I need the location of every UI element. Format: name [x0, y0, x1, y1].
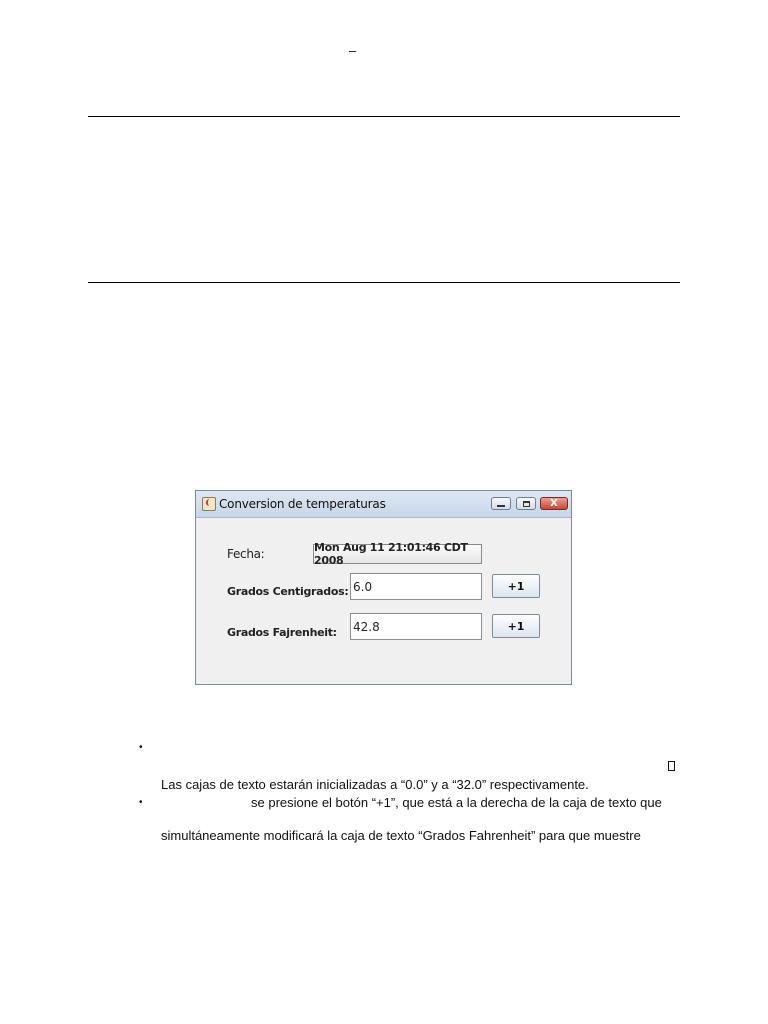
fahrenheit-plus-one-button[interactable]: +1	[492, 614, 540, 638]
bullet-1: •	[139, 742, 143, 753]
maximize-icon	[523, 501, 530, 507]
centigrados-label: Grados Centigrados:	[227, 585, 349, 598]
fecha-label: Fecha:	[227, 547, 265, 561]
close-icon: X	[550, 497, 558, 509]
window-title: Conversion de temperaturas	[219, 497, 386, 511]
centigrados-plus-one-button[interactable]: +1	[492, 574, 540, 598]
maximize-button[interactable]	[516, 497, 536, 510]
window-titlebar[interactable]	[196, 491, 571, 518]
paragraph-line-3: simultáneamente modificará la caja de texto “Grados Fahrenheit” para que muestre	[161, 828, 641, 843]
minimize-icon	[497, 505, 505, 507]
paragraph-line-1: Las cajas de texto estarán inicializadas a “0.0” y a “32.0” respectivamente.	[161, 777, 589, 792]
horizontal-rule-bottom	[88, 282, 680, 283]
checkbox-glyph	[668, 761, 675, 771]
fahrenheit-input[interactable]: 42.8	[350, 613, 482, 640]
fahrenheit-label: Grados Fajrenheit:	[227, 626, 337, 639]
paragraph-line-2: se presione el botón “+1”, que está a la derecha de la caja de texto que	[251, 795, 662, 810]
bullet-2: •	[139, 797, 143, 808]
close-button[interactable]	[540, 497, 568, 510]
java-window	[195, 490, 572, 685]
fecha-value-box: Mon Aug 11 21:01:46 CDT 2008	[313, 544, 482, 564]
java-app-icon	[202, 497, 216, 511]
header-dash: –	[349, 43, 357, 58]
minimize-button[interactable]	[491, 497, 511, 510]
horizontal-rule-top	[88, 116, 680, 117]
centigrados-input[interactable]: 6.0	[350, 573, 482, 600]
